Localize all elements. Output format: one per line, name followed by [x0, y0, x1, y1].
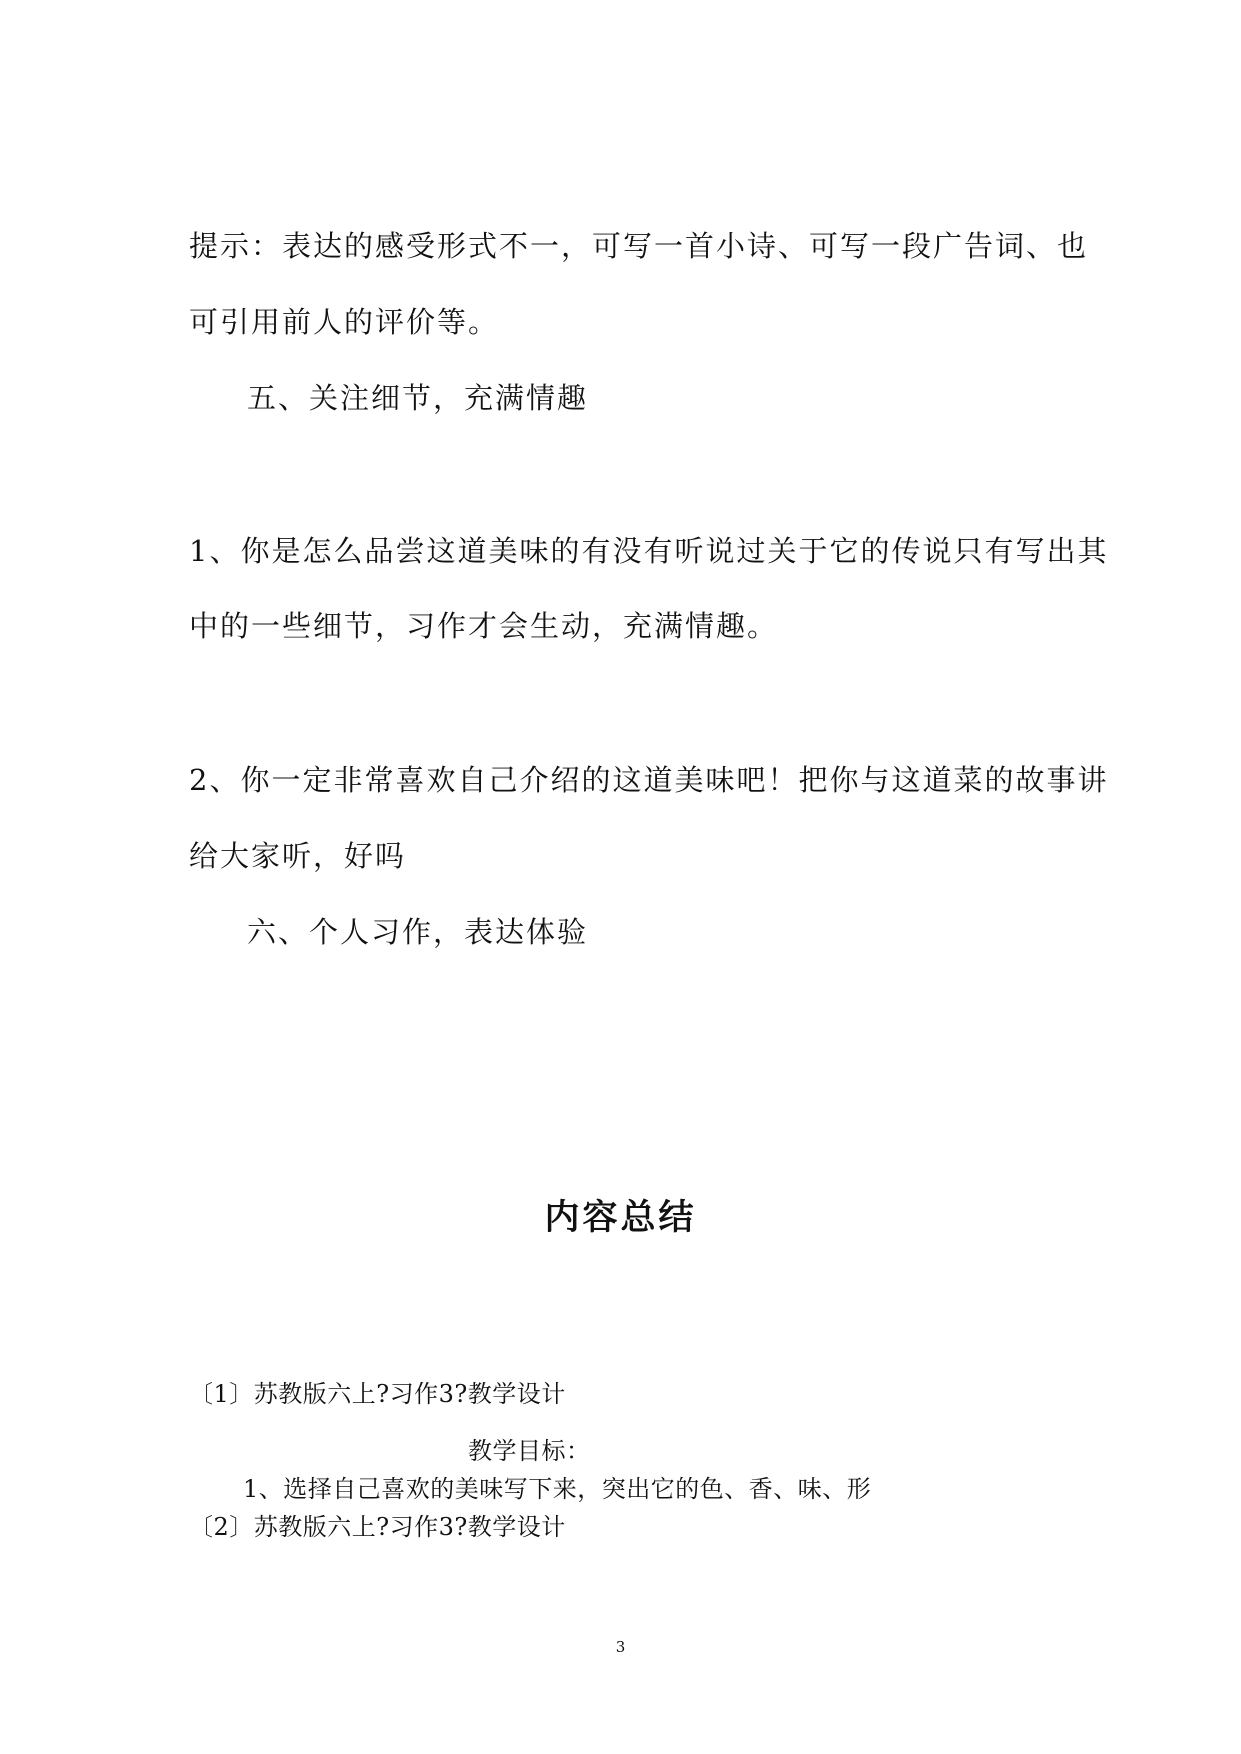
- item-2-line-2: 给大家听，好吗: [189, 839, 407, 873]
- item-2-line-1: 2、你一定非常喜欢自己介绍的这道美味吧！把你与这道菜的故事讲: [189, 763, 1109, 797]
- item-1-line-1: 1、你是怎么品尝这道美味的有没有听说过关于它的传说只有写出其: [189, 534, 1109, 568]
- summary-title: 内容总结: [544, 1198, 697, 1238]
- summary-item-2: 〔2〕苏教版六上?习作3?教学设计: [189, 1513, 566, 1541]
- section-five-heading: 五、关注细节，充满情趣: [247, 381, 589, 415]
- hint-paragraph-line-2: 可引用前人的评价等。: [189, 305, 500, 339]
- section-six-heading: 六、个人习作，表达体验: [247, 915, 589, 949]
- objective-1: 1、选择自己喜欢的美味写下来，突出它的色、香、味、形: [243, 1475, 872, 1503]
- teaching-objectives-label: 教学目标：: [468, 1437, 591, 1465]
- hint-paragraph-line-1: 提示：表达的感受形式不一，可写一首小诗、可写一段广告词、也: [189, 229, 1089, 263]
- item-1-line-2: 中的一些细节，习作才会生动，充满情趣。: [189, 609, 779, 643]
- page-number: 3: [615, 1638, 626, 1656]
- summary-item-1: 〔1〕苏教版六上?习作3?教学设计: [189, 1380, 566, 1408]
